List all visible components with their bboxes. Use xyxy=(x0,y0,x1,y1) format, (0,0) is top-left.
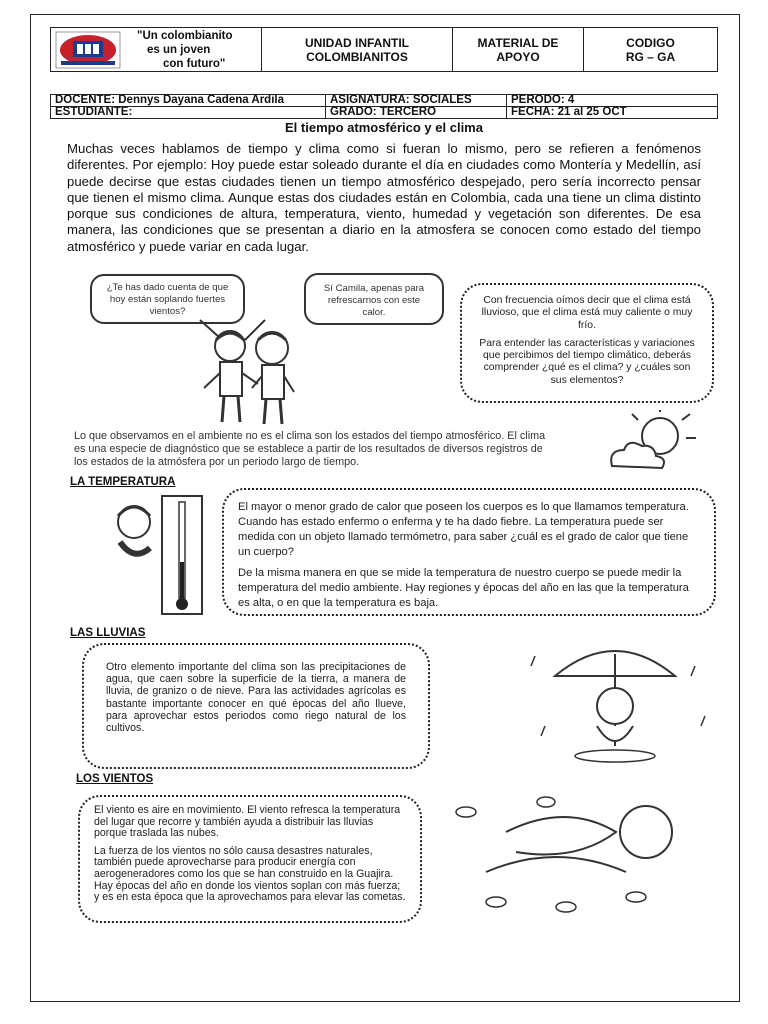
docente-cell: DOCENTE: Dennys Dayana Cadena Ardila xyxy=(51,95,326,107)
clima-box-paragraph-1: Con frecuencia oímos decir que el clima está lluvioso, que el clima está muy caliente o muy frío. xyxy=(481,295,693,331)
clima-definition-text: Lo que observamos en el ambiente no es el clima son los estados del tiempo atmosférico. El clima es una especie de diagnóstico que se establece a partir de los resultados de diversos registros de los estados de la atmósfera por un periodo largo de tiempo. xyxy=(74,430,546,468)
temperatura-paragraph-2: De la misma manera en que se mide la temperatura de nuestro cuerpo se puede medir la temperatura del medio ambiente. Hay regiones y épocas del año en las que la temperatura es alta, o en que la temperatura es baja. xyxy=(238,567,689,609)
asignatura-cell: ASIGNATURA: SOCIALES xyxy=(326,95,507,107)
clima-box-paragraph-2: Para entender las características y variaciones que percibimos del tiempo climático, deberás comprender ¿qué es el clima? y ¿cuáles son sus elementos? xyxy=(479,337,695,386)
page-title: El tiempo atmosférico y el clima xyxy=(285,120,483,135)
wind-leaves-illustration xyxy=(446,792,686,922)
vientos-heading: LOS VIENTOS xyxy=(76,773,154,785)
info-table xyxy=(50,94,718,119)
lluvias-box xyxy=(82,643,430,769)
child-umbrella-illustration xyxy=(525,636,715,766)
material-line-1: MATERIAL DE xyxy=(477,35,559,50)
vientos-box xyxy=(78,795,422,923)
temperatura-heading: LA TEMPERATURA xyxy=(70,476,176,488)
header-table xyxy=(50,27,718,72)
school-name-cell xyxy=(262,28,453,72)
speech-bubble-right xyxy=(304,273,444,325)
estudiante-cell: ESTUDIANTE: xyxy=(51,107,326,119)
temperatura-box xyxy=(222,488,716,616)
periodo-cell: PERODO: 4 xyxy=(507,95,718,107)
intro-paragraph: Muchas veces hablamos de tiempo y clima como si fueran lo mismo, pero se refieren a fenómenos diferentes. Por ejemplo: Hoy puede estar soleado durante el día en ciudades como Montería y Medellín, así puede decirse que estas ciudades tienen un tiempo atmosférico despejado, pero sería incorrecto pensar que tienen el mismo clima. Aunque estas dos ciudades están en Colombia, cada una tiene un clima distinto porque sus condiciones de altura, temperatura, viento, humedad y vegetación son diferentes. De esa manera, las condiciones que se presentan a diario en la atmosfera se conocen como estado del tiempo atmosférico y puede variar en cada lugar. xyxy=(67,141,701,254)
code-cell xyxy=(584,28,718,72)
motto-line-3: con futuro" xyxy=(163,57,226,70)
code-value: RG – GA xyxy=(625,49,676,64)
children-talking-illustration xyxy=(160,318,310,428)
vientos-paragraph-1: El viento es aire en movimiento. El viento refresca la temperatura del lugar que recorre y también ayuda a distribuir las lluvias porque traslada las nubes. xyxy=(94,804,401,840)
fecha-cell: FECHA: 21 al 25 OCT xyxy=(507,107,718,119)
code-label: CODIGO xyxy=(626,35,675,50)
school-logo xyxy=(55,31,121,69)
motto-line-1: "Un colombianito xyxy=(137,29,233,42)
material-line-2: APOYO xyxy=(496,49,540,64)
header-logo-cell xyxy=(51,28,262,72)
speech-bubble-left-text: ¿Te has dado cuenta de que hoy están soplando fuertes vientos? xyxy=(106,282,229,317)
school-name-line-2: COLOMBIANITOS xyxy=(306,49,408,64)
speech-bubble-right-text: Sí Camila, apenas para refrescarnos con este calor. xyxy=(323,283,425,318)
temperatura-paragraph-1: El mayor o menor grado de calor que poseen los cuerpos es lo que llamamos temperatura. Cuando has estado enfermo o enferma y te ha dado fiebre. La temperatura puede ser medida con un objeto llamado termómetro, para saber ¿cuál es el grado de calor que tiene un cuerpo? xyxy=(238,501,689,558)
lluvias-paragraph-1: Otro elemento importante del clima son las precipitaciones de agua, que caen sobre la superficie de la tierra, a manera de lluvia, de granizo o de nieve. Para las actividades agrícolas es bastante importante conocer en qué épocas del año llueve, para aprovechar estos periodos como riego natural de los cultivos. xyxy=(106,661,406,735)
grado-cell: GRADO: TERCERO xyxy=(326,107,507,119)
vientos-paragraph-2: La fuerza de los vientos no sólo causa desastres naturales, también puede aprovecharse para producir energía con aerogeneradores como los que se han construido en la Guajira. Hay épocas del año en donde los vientos soplan con más fuerza; y es en esta época que la aprovechamos para elevar las cometas. xyxy=(94,844,406,904)
motto-line-2: es un joven xyxy=(147,43,211,56)
clima-question-box xyxy=(460,283,714,403)
school-name-line-1: UNIDAD INFANTIL xyxy=(305,35,409,50)
sun-cloud-illustration xyxy=(598,410,704,476)
thermometer-illustration xyxy=(110,492,220,622)
speech-bubble-left xyxy=(90,274,245,324)
material-cell xyxy=(453,28,584,72)
lluvias-heading: LAS LLUVIAS xyxy=(70,627,146,639)
